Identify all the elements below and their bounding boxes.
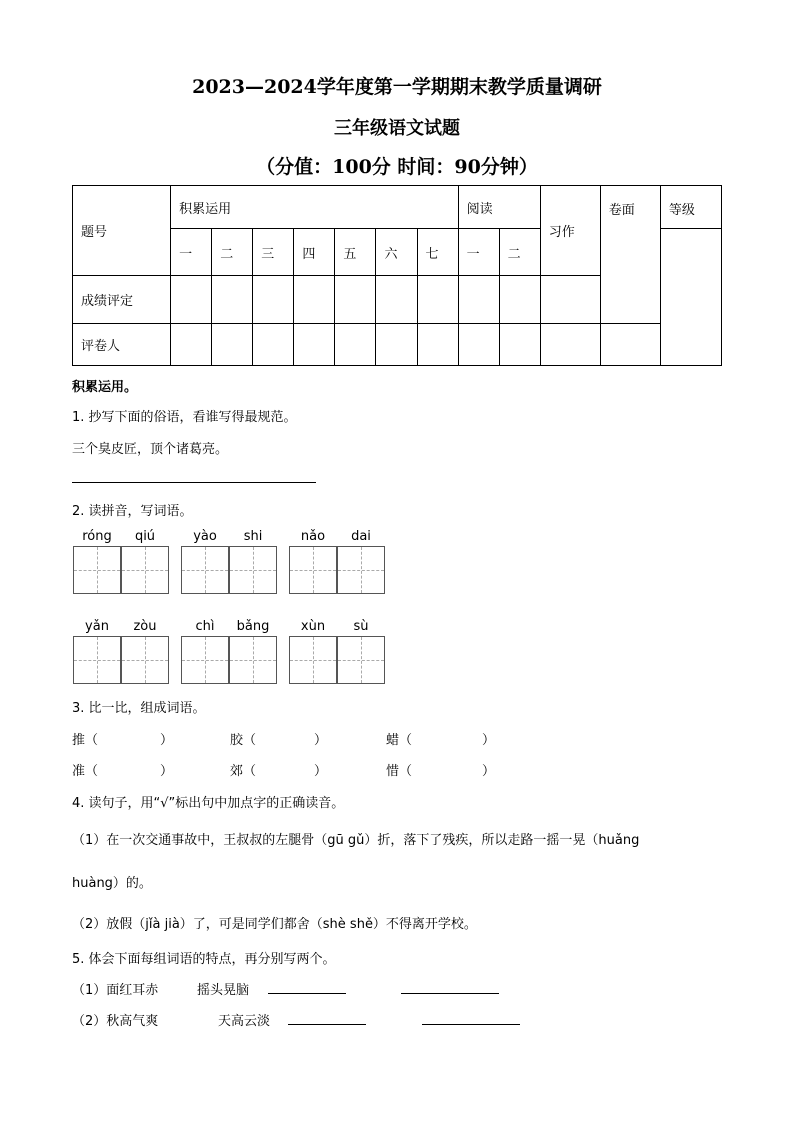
pinyin-label: zòu (133, 619, 157, 634)
score-cell[interactable] (376, 276, 417, 324)
reading-col: 一 (458, 229, 499, 276)
q3-item: ） (314, 733, 328, 748)
writing-grid[interactable] (289, 636, 337, 684)
grader-cell[interactable] (417, 324, 458, 366)
q1-answer-line[interactable] (72, 482, 316, 483)
writing-grid[interactable] (229, 546, 277, 594)
pinyin-label: yǎn (85, 619, 109, 634)
writing-grid[interactable] (73, 546, 121, 594)
q5-answer-line[interactable] (422, 1024, 520, 1025)
accum-col: 七 (417, 229, 458, 276)
grader-cell[interactable] (212, 324, 253, 366)
q3-item: ） (314, 764, 328, 779)
q5-example-2b: 天高云淡 (218, 1014, 271, 1029)
row-label-score: 成绩评定 (73, 276, 171, 324)
grader-cell[interactable] (171, 324, 212, 366)
q3-item: ） (482, 733, 496, 748)
score-cell[interactable] (253, 276, 294, 324)
q4-prompt: 4. 读句子，用“√”标出句中加点字的正确读音。 (72, 796, 345, 811)
writing-grid[interactable] (181, 636, 229, 684)
section-title: 积累运用。 (72, 380, 138, 395)
grader-cell[interactable] (294, 324, 335, 366)
score-cell[interactable] (499, 276, 540, 324)
row-label-number: 题号 (73, 186, 171, 276)
pinyin-label: qiú (134, 529, 156, 544)
pinyin-label: chì (195, 619, 215, 634)
q3-item: 惜（ (386, 764, 413, 779)
q4-sentence-1: （1）在一次交通事故中，王叔叔的左腿骨（gū gǔ）折，落下了残疾，所以走路一摇一晃（huǎng (72, 833, 640, 848)
grader-cell[interactable] (540, 324, 600, 366)
group-grade: 等级 (660, 186, 721, 229)
pinyin-label: shi (243, 529, 263, 544)
q3-item: 蜡（ (386, 733, 413, 748)
q5-answer-line[interactable] (401, 993, 499, 994)
group-accum: 积累运用 (171, 186, 458, 229)
q3-item: 胶（ (230, 733, 257, 748)
score-cell[interactable] (212, 276, 253, 324)
group-reading: 阅读 (458, 186, 540, 229)
exam-title: 2023—2024学年度第一学期期末教学质量调研 (192, 76, 602, 98)
accum-col: 四 (294, 229, 335, 276)
grader-cell[interactable] (458, 324, 499, 366)
group-writing: 习作 (540, 186, 600, 276)
q5-example-2: （2）秋高气爽 (72, 1014, 159, 1029)
q3-prompt: 3. 比一比，组成词语。 (72, 701, 206, 716)
exam-subtitle: 三年级语文试题 (334, 118, 460, 139)
q5-answer-line[interactable] (288, 1024, 366, 1025)
writing-grid[interactable] (121, 636, 169, 684)
pinyin-label: xùn (300, 619, 326, 634)
writing-grid[interactable] (337, 636, 385, 684)
score-table (72, 185, 722, 366)
group-neatness: 卷面 (600, 186, 660, 324)
q3-item: 郊（ (230, 764, 257, 779)
score-cell[interactable] (171, 276, 212, 324)
q1-prompt: 1. 抄写下面的俗语，看谁写得最规范。 (72, 410, 297, 425)
grader-cell[interactable] (253, 324, 294, 366)
q2-prompt: 2. 读拼音，写词语。 (72, 504, 193, 519)
grader-cell[interactable] (499, 324, 540, 366)
accum-col: 三 (253, 229, 294, 276)
q3-item: 推（ (72, 733, 99, 748)
q5-answer-line[interactable] (268, 993, 346, 994)
q1-saying: 三个臭皮匠，顶个诸葛亮。 (72, 442, 229, 457)
writing-grid[interactable] (181, 546, 229, 594)
grade-cell[interactable] (660, 229, 721, 366)
accum-col: 六 (376, 229, 417, 276)
reading-col: 二 (499, 229, 540, 276)
q3-item: ） (160, 733, 174, 748)
grader-cell[interactable] (335, 324, 376, 366)
accum-col: 五 (335, 229, 376, 276)
pinyin-label: bǎng (236, 619, 270, 634)
score-cell[interactable] (294, 276, 335, 324)
writing-grid[interactable] (337, 546, 385, 594)
q3-item: ） (482, 764, 496, 779)
pinyin-label: dai (351, 529, 371, 544)
score-cell[interactable] (458, 276, 499, 324)
q4-sentence-1-cont: huàng）的。 (72, 876, 152, 891)
pinyin-label: yào (193, 529, 217, 544)
exam-info: （分值：100分 时间：90分钟） (256, 156, 538, 178)
q5-example-1b: 摇头晃脑 (197, 983, 250, 998)
q4-sentence-2: （2）放假（jǐà jià）了，可是同学们都舍（shè shě）不得离开学校。 (72, 917, 477, 932)
score-cell[interactable] (540, 276, 600, 324)
writing-grid[interactable] (121, 546, 169, 594)
q5-example-1: （1）面红耳赤 (72, 983, 159, 998)
score-cell[interactable] (417, 276, 458, 324)
writing-grid[interactable] (229, 636, 277, 684)
q3-item: ） (160, 764, 174, 779)
row-label-grader: 评卷人 (73, 324, 171, 366)
score-cell[interactable] (335, 276, 376, 324)
writing-grid[interactable] (289, 546, 337, 594)
grader-cell[interactable] (600, 324, 660, 366)
accum-col: 二 (212, 229, 253, 276)
accum-col: 一 (171, 229, 212, 276)
pinyin-label: nǎo (300, 529, 326, 544)
q5-prompt: 5. 体会下面每组词语的特点，再分别写两个。 (72, 952, 336, 967)
q3-item: 准（ (72, 764, 99, 779)
writing-grid[interactable] (73, 636, 121, 684)
grader-cell[interactable] (376, 324, 417, 366)
pinyin-label: sù (353, 619, 369, 634)
pinyin-label: róng (82, 529, 112, 544)
